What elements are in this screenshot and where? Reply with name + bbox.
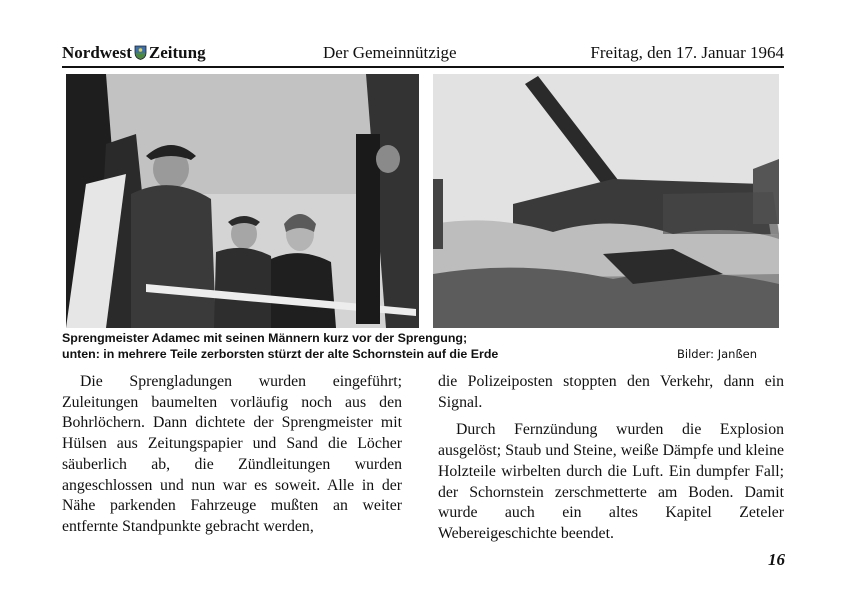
- caption-line-1: Sprengmeister Adamec mit seinen Männern kurz vor der Sprengung;: [62, 331, 468, 345]
- paragraph: die Polizeiposten stoppten den Verkehr, dann ein Signal.: [438, 373, 784, 411]
- article-column-1: [62, 372, 402, 538]
- paragraph: Durch Fernzündung wurden die Explosion ausgelöst; Staub und Steine, weiße Dämpfe und kleine Holzteile wirbelten durch die Luft. Ein dumpfer Fall; der Schornstein zerschmetterte am Boden. Damit wurde auch ein altes Kapitel Zeteler Webereigeschichte beendet.: [438, 421, 784, 542]
- article-column-2: [438, 372, 784, 545]
- page-number: 16: [768, 550, 785, 569]
- brand-right: Zeitung: [148, 43, 206, 62]
- photo-blasting-team: [66, 74, 419, 328]
- brand-left: Nordwest: [62, 43, 132, 62]
- crest-icon: [134, 45, 147, 65]
- issue-date: Freitag, den 17. Januar 1964: [590, 43, 784, 62]
- photo-chimney-collapse: [433, 74, 779, 328]
- photo-credit: Bilder: Janßen: [677, 347, 758, 361]
- masthead: [62, 41, 784, 65]
- paragraph: Die Sprengladungen wurden eingeführt; Zuleitungen baumelten vorläufig noch aus den Bohrlöchern. Dann dichtete der Sprengmeister mit Hülsen aus Zeitungspapier und Sand die Löcher säuberlich ab, die Zündleitungen wurden angeschlossen und nun war es soweit. Alle in der Nähe parkenden Fahrzeuge mußten an weiter entfernte Standpunkte gebracht werden,: [62, 373, 402, 535]
- header-rule: [62, 66, 784, 68]
- newspaper-logo: [62, 43, 206, 65]
- section-title: Der Gemeinnützige: [323, 43, 457, 62]
- caption-line-2: unten: in mehrere Teile zerborsten stürzt der alte Schornstein auf die Erde: [62, 347, 499, 361]
- photo-caption: [62, 330, 498, 362]
